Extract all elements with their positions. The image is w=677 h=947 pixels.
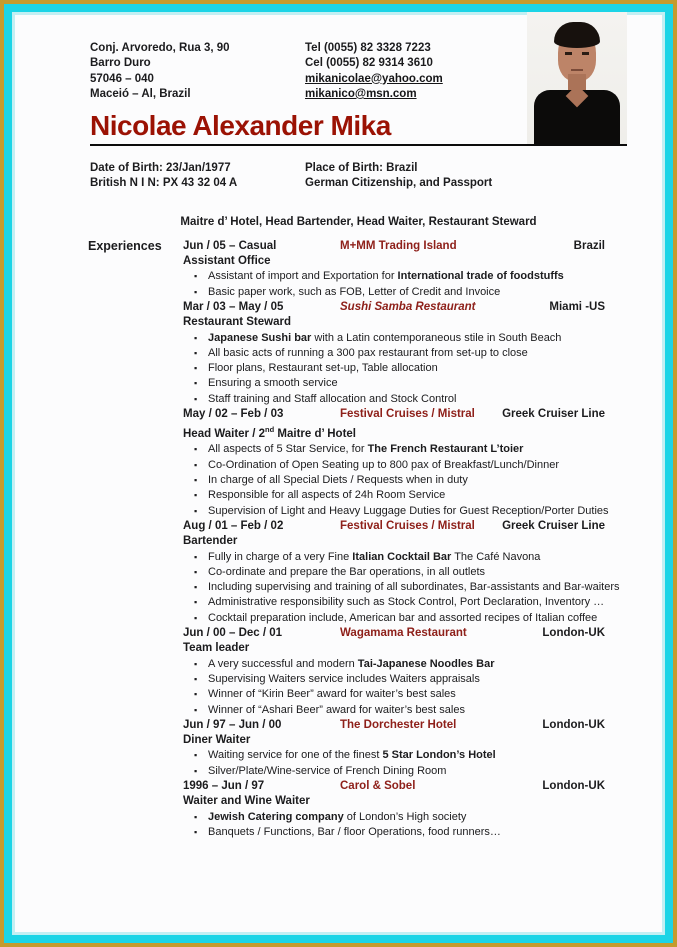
experience-company: Carol & Sobel xyxy=(340,780,416,792)
experience-company: Wagamama Restaurant xyxy=(340,627,467,640)
experience-bullet: ▪ Staff training and Staff allocation and Stock Control xyxy=(183,392,627,407)
experience-bullet: ▪ Cocktail preparation include, American bar and assorted recipes of Italian coffee xyxy=(183,611,627,626)
experience-dates: Mar / 03 – May / 05 xyxy=(183,300,284,313)
experience-location: London-UK xyxy=(542,627,605,640)
experience-entry xyxy=(183,519,627,626)
experience-entry xyxy=(183,626,627,718)
experience-entry xyxy=(183,407,627,519)
experience-bullet: ▪ Floor plans, Restaurant set-up, Table allocation xyxy=(183,361,627,376)
summary-line: Maitre d’ Hotel, Head Bartender, Head Waiter, Restaurant Steward xyxy=(180,215,537,228)
address-line: 57046 – 040 xyxy=(90,72,154,85)
phone-line: Cel (0055) 82 9314 3610 xyxy=(305,57,433,70)
experience-dates: Aug / 01 – Feb / 02 xyxy=(183,519,284,532)
phone-line: Tel (0055) 82 3328 7223 xyxy=(305,42,431,54)
experience-entry xyxy=(183,718,627,779)
experience-bullet: ▪ Waiting service for one of the finest 5 Star London’s Hotel xyxy=(183,748,627,763)
experience-bullet: ▪ Supervising Waiters service includes Waiters appraisals xyxy=(183,672,627,687)
experience-bullet: ▪ Jewish Catering company of London’s High society xyxy=(183,810,627,825)
experiences-label: Experiences xyxy=(88,238,162,253)
experience-dates: Jun / 05 – Casual xyxy=(183,239,277,252)
experience-role: Restaurant Steward xyxy=(183,316,292,329)
experience-entry xyxy=(183,779,627,840)
experience-location: Miami -US xyxy=(549,300,605,313)
experience-role: Waiter and Wine Waiter xyxy=(183,795,310,808)
experience-dates: 1996 – Jun / 97 xyxy=(183,780,265,792)
experience-location: Greek Cruiser Line xyxy=(502,519,605,532)
photo-eye-left xyxy=(565,52,572,55)
experiences-section xyxy=(90,239,627,840)
address-block xyxy=(90,41,305,102)
experience-bullets xyxy=(183,331,627,407)
experience-header xyxy=(183,779,627,794)
citizenship: German Citizenship, and Passport xyxy=(305,177,493,190)
experience-bullets xyxy=(183,269,627,300)
experience-location: Greek Cruiser Line xyxy=(502,408,605,421)
experience-bullet: ▪ Ensuring a smooth service xyxy=(183,376,627,391)
portrait-photo xyxy=(527,12,627,144)
experience-bullet: ▪ Basic paper work, such as FOB, Letter of Credit and Invoice xyxy=(183,285,627,300)
experience-role: Head Waiter / 2nd Maitre d’ Hotel xyxy=(183,425,356,441)
experience-location: London-UK xyxy=(542,780,605,792)
resume-page xyxy=(15,15,662,932)
experience-header xyxy=(183,718,627,733)
experience-header xyxy=(183,239,627,254)
experience-header xyxy=(183,300,627,315)
experience-bullet: ▪ Winner of “Ashari Beer” award for waiter’s best sales xyxy=(183,703,627,718)
address-line: Barro Duro xyxy=(90,57,151,70)
experience-company: The Dorchester Hotel xyxy=(340,718,457,731)
email-link[interactable]: mikanico@msn.com xyxy=(305,87,417,100)
experience-bullet: ▪ Co-ordinate and prepare the Bar operations, in all outlets xyxy=(183,565,627,580)
experience-bullet: ▪ Administrative responsibility such as Stock Control, Port Declaration, Inventory … xyxy=(183,595,627,610)
experience-role: Team leader xyxy=(183,642,250,655)
name-underline xyxy=(90,144,627,146)
experience-bullet: ▪ Japanese Sushi bar with a Latin contemporaneous stile in South Beach xyxy=(183,331,627,346)
experience-list xyxy=(183,239,627,840)
photo-eye-right xyxy=(582,52,589,55)
experience-company: Festival Cruises / Mistral xyxy=(340,408,475,421)
experience-bullet: ▪ Assistant of import and Exportation for International trade of foodstuffs xyxy=(183,269,627,284)
experience-bullets xyxy=(183,748,627,779)
address-line: Conj. Arvoredo, Rua 3, 90 xyxy=(90,42,230,54)
experience-bullet: ▪ Co-Ordination of Open Seating up to 800 pax of Breakfast/Lunch/Dinner xyxy=(183,458,627,473)
photo-mouth xyxy=(571,69,583,71)
experience-company: Festival Cruises / Mistral xyxy=(340,519,475,532)
experience-bullet: ▪ Banquets / Functions, Bar / floor Operations, food runners… xyxy=(183,825,627,840)
experience-entry xyxy=(183,239,627,300)
experience-bullet: ▪ In charge of all Special Diets / Requests when in duty xyxy=(183,473,627,488)
experience-company: M+MM Trading Island xyxy=(340,239,457,252)
experience-header xyxy=(183,519,627,534)
experience-bullet: ▪ Including supervising and training of all subordinates, Bar-assistants and Bar-waiters xyxy=(183,580,627,595)
experience-header xyxy=(183,626,627,641)
photo-hair xyxy=(554,22,600,48)
experience-role: Bartender xyxy=(183,535,238,548)
address-line: Maceió – Al, Brazil xyxy=(90,87,191,100)
place-of-birth: Place of Birth: Brazil xyxy=(305,162,418,175)
experience-bullets xyxy=(183,657,627,718)
experience-dates: May / 02 – Feb / 03 xyxy=(183,408,284,421)
experience-bullet: ▪ Winner of “Kirin Beer” award for waiter’s best sales xyxy=(183,687,627,702)
experience-bullets xyxy=(183,550,627,626)
date-of-birth: Date of Birth: 23/Jan/1977 xyxy=(90,162,231,175)
experience-bullets xyxy=(183,442,627,518)
experience-location: Brazil xyxy=(573,239,605,252)
experience-bullet: ▪ Silver/Plate/Wine-service of French Dining Room xyxy=(183,764,627,779)
resume-frame-inner xyxy=(12,12,665,935)
experience-entry xyxy=(183,300,627,407)
email-link[interactable]: mikanicolae@yahoo.com xyxy=(305,72,443,85)
experience-dates: Jun / 97 – Jun / 00 xyxy=(183,718,282,731)
candidate-name: Nicolae Alexander Mika xyxy=(90,110,391,142)
personal-info xyxy=(90,161,627,192)
experience-bullet: ▪ Responsible for all aspects of 24h Room Service xyxy=(183,488,627,503)
experience-bullet: ▪ All aspects of 5 Star Service, for The French Restaurant L’toier xyxy=(183,442,627,457)
experience-bullet: ▪ A very successful and modern Tai-Japanese Noodles Bar xyxy=(183,657,627,672)
experience-role: Assistant Office xyxy=(183,255,271,268)
experience-location: London-UK xyxy=(542,718,605,731)
experience-bullet: ▪ All basic acts of running a 300 pax restaurant from set-up to close xyxy=(183,346,627,361)
experience-bullet: ▪ Fully in charge of a very Fine Italian Cocktail Bar The Café Navona xyxy=(183,550,627,565)
experience-dates: Jun / 00 – Dec / 01 xyxy=(183,627,283,640)
experience-role: Diner Waiter xyxy=(183,734,251,747)
experience-header xyxy=(183,407,627,422)
experience-bullet: ▪ Supervision of Light and Heavy Luggage Duties for Guest Reception/Porter Duties xyxy=(183,504,627,519)
national-insurance-number: British N I N: PX 43 32 04 A xyxy=(90,177,238,190)
experience-bullets xyxy=(183,810,627,841)
experience-company: Sushi Samba Restaurant xyxy=(340,300,476,313)
